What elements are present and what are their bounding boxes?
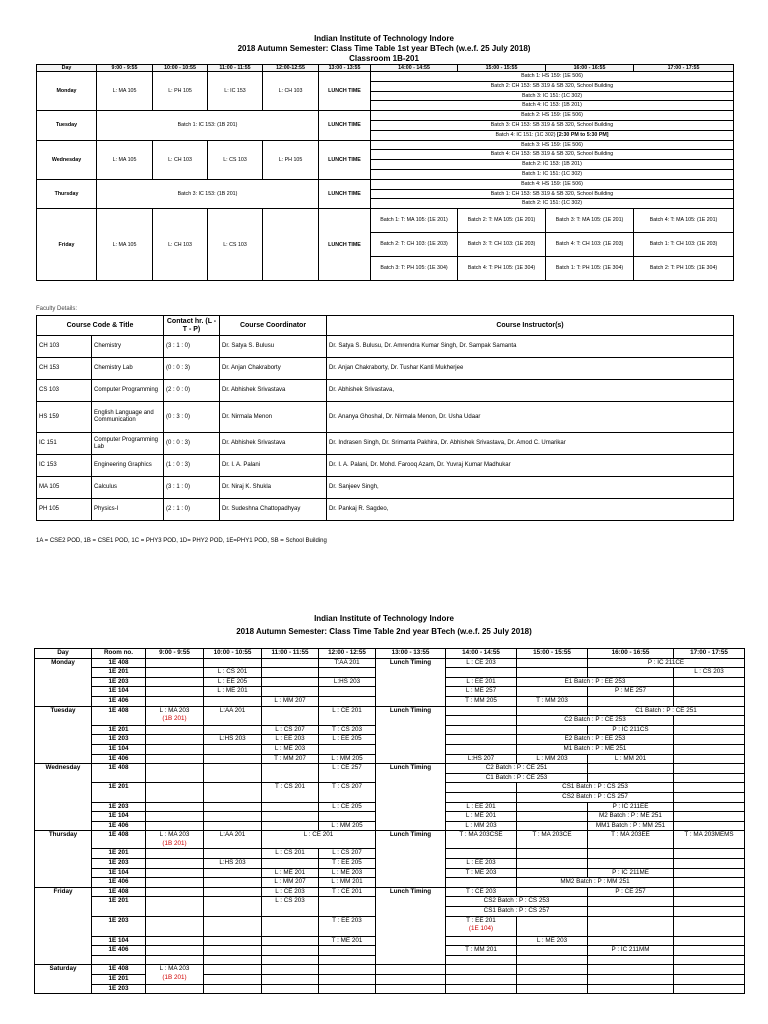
col-header: Contact hr. (L - T - P) — [164, 316, 220, 336]
table-row — [37, 433, 734, 455]
contact-hours: (0 : 3 : 0) — [164, 402, 220, 433]
cell: T : EE 203 — [319, 916, 376, 936]
course-coordinator: Dr. Abhishek Srivastava — [220, 380, 327, 402]
cell: L : CS 207 — [262, 725, 319, 735]
cell: Batch 2: T: PH 105: (1E 304) — [634, 257, 734, 281]
cell: L : CE 201 — [262, 831, 376, 849]
room-cell: 1E 203 — [92, 677, 146, 687]
col-header: 16:00 - 16:55 — [588, 649, 674, 659]
cell: L : ME 201 — [204, 687, 262, 697]
room-cell: 1E 408 — [92, 658, 146, 668]
cell: CS2 Batch : P : CS 253 — [446, 897, 588, 907]
col-header: 17:00 - 17:55 — [674, 649, 745, 659]
header-row — [35, 649, 745, 659]
room-cell: 1E 203 — [92, 802, 146, 812]
cell: T : MM 205 — [446, 696, 517, 706]
cell: P : IC 211CE — [588, 658, 745, 668]
table-row — [35, 658, 745, 668]
cell: P : IC 211CS — [588, 725, 674, 735]
col-header: 10:00 - 10:55 — [153, 65, 208, 72]
room-cell: 1E 201 — [92, 725, 146, 735]
day-label: Thursday — [37, 179, 97, 208]
timetable-2nd-year — [34, 648, 745, 994]
cell: Batch 3: T: CH 103: (1E 203) — [458, 233, 546, 257]
col-header: 16:00 - 16:55 — [546, 65, 634, 72]
day-label: Wednesday — [37, 140, 97, 179]
cell: L : CS 207 — [319, 849, 376, 859]
lunch-cell: LUNCH TIME — [319, 72, 371, 111]
course-instructors: Dr. Pankaj R. Sagdeo, — [327, 499, 734, 521]
course-title: Engineering Graphics — [92, 455, 164, 477]
cell: T : MA 203EE — [588, 831, 674, 849]
batch-line: Batch 2: IC 153: (1B 201) — [371, 160, 733, 170]
cell: L : EE 203 — [446, 859, 517, 869]
lunch-cell: LUNCH TIME — [319, 179, 371, 208]
contact-hours: (3 : 1 : 0) — [164, 477, 220, 499]
course-code: HS 159 — [37, 402, 92, 433]
col-header: 12:00-12:55 — [263, 65, 319, 72]
course-instructors: Dr. Sanjeev Singh, — [327, 477, 734, 499]
room-cell: 1E 203 — [92, 916, 146, 936]
faculty-table — [36, 315, 734, 521]
room-cell: 1E 104 — [92, 744, 146, 754]
cell: C2 Batch : P : CE 251 — [446, 764, 588, 774]
day-label: Thursday — [35, 831, 92, 888]
row-tuesday — [37, 111, 734, 140]
cell: L : EE 205 — [204, 677, 262, 687]
batch-line: Batch 4: CH 153: SB 319 & SB 320, School Building — [371, 150, 733, 160]
cell: L:AA 201 — [204, 831, 262, 849]
room-cell: 1E 104 — [92, 687, 146, 697]
room-cell: 1E 408 — [92, 831, 146, 849]
cell: L : MM 207 — [262, 878, 319, 888]
cell-room: (1E 104) — [468, 925, 494, 933]
batch-line: Batch 1: HS 159: (1E 506) — [371, 72, 733, 82]
cell: P : CE 257 — [588, 887, 674, 897]
room-cell: 1E 408 — [92, 887, 146, 897]
cell: P : ME 257 — [588, 687, 674, 697]
cell: T : CS 207 — [319, 783, 376, 802]
contact-hours: (0 : 0 : 3) — [164, 433, 220, 455]
course-title: Calculus — [92, 477, 164, 499]
table-row — [37, 402, 734, 433]
course-code: MA 105 — [37, 477, 92, 499]
cell — [146, 831, 204, 849]
cell: T : EE 205 — [319, 859, 376, 869]
col-header: 11:00 - 11:55 — [208, 65, 263, 72]
course-coordinator: Dr. Abhishek Srivastava — [220, 433, 327, 455]
cell: L : MM 205 — [319, 754, 376, 764]
cell: L : EE 201 — [446, 677, 517, 687]
col-header: Day — [35, 649, 92, 659]
room-cell: 1E 408 — [92, 965, 146, 975]
room-cell: 1E 408 — [92, 764, 146, 783]
cell: T : MM 207 — [262, 754, 319, 764]
cell: C2 Batch : P : CE 253 — [517, 716, 674, 726]
course-coordinator: Dr. Sudeshna Chattopadhyay — [220, 499, 327, 521]
table-row — [37, 477, 734, 499]
contact-hours: (2 : 1 : 0) — [164, 499, 220, 521]
legend-text: 1A = CSE2 POD, 1B = CSE1 POD, 1C = PHY3 POD, 1D= PHY2 POD, 1E=PHY1 POD, SB = School Building — [36, 538, 327, 544]
cell: P : IC 211MM — [588, 946, 674, 956]
cell: L: CS 103 — [208, 140, 263, 179]
cell: L: PH 105 — [263, 140, 319, 179]
lunch-cell: Lunch Timing — [376, 831, 446, 888]
cell: L : MM 203 — [517, 754, 588, 764]
cell: L : CS 201 — [262, 849, 319, 859]
cell: CS2 Batch : P : CS 257 — [517, 792, 674, 802]
cell: L : ME 203 — [517, 936, 588, 946]
cell: MM2 Batch : P : MM 251 — [517, 878, 674, 888]
col-header: 9:00 - 9:55 — [97, 65, 153, 72]
title-semester-2: 2018 Autumn Semester: Class Time Table 2nd year BTech (w.e.f. 25 July 2018) — [236, 627, 532, 636]
col-header: 9:00 - 9:55 — [146, 649, 204, 659]
cell: T : MM 203 — [517, 696, 588, 706]
course-code: CH 103 — [37, 336, 92, 358]
course-coordinator: Dr. Niraj K. Shukla — [220, 477, 327, 499]
room-cell: 1E 201 — [92, 668, 146, 678]
table-row — [35, 965, 745, 975]
timetable-1st-year — [36, 64, 734, 281]
cell — [263, 209, 319, 281]
cell: L: CS 103 — [208, 209, 263, 281]
table-row — [37, 455, 734, 477]
course-code: CH 153 — [37, 358, 92, 380]
header-row — [37, 65, 734, 72]
lunch-cell: Lunch Timing — [376, 658, 446, 706]
row-monday — [37, 72, 734, 111]
cell — [146, 706, 204, 725]
table-row — [37, 499, 734, 521]
col-header: Course Coordinator — [220, 316, 327, 336]
course-title: Physics-I — [92, 499, 164, 521]
col-header: Day — [37, 65, 97, 72]
batch-line: Batch 4: IC 153: (1B 201) — [522, 102, 582, 109]
course-coordinator: Dr. Satya S. Bulusu — [220, 336, 327, 358]
title-institute-1: Indian Institute of Technology Indore — [314, 34, 454, 43]
cell: T : CE 201 — [319, 887, 376, 897]
cell: T : CE 203 — [446, 887, 517, 897]
day-label: Wednesday — [35, 764, 92, 831]
course-coordinator: Dr. Anjan Chakraborty — [220, 358, 327, 380]
cell-text: T : EE 201 — [466, 916, 496, 924]
col-header: Room no. — [92, 649, 146, 659]
room-cell: 1E 408 — [92, 706, 146, 725]
cell: E2 Batch : P : EE 253 — [517, 735, 674, 745]
cell: T : ME 203 — [446, 868, 517, 878]
batch-cell — [371, 72, 734, 111]
table-row — [35, 764, 745, 774]
cell: L:HS 203 — [204, 735, 262, 745]
course-code: CS 103 — [37, 380, 92, 402]
cell: Batch 3: T: PH 105: (1E 304) — [371, 257, 458, 281]
table-row — [37, 380, 734, 402]
cell: T : MA 203CSE — [446, 831, 517, 849]
day-label: Monday — [37, 72, 97, 111]
cell: T : MA 203CE — [517, 831, 588, 849]
cell: L : ME 201 — [262, 868, 319, 878]
cell: Batch 3: T: MA 105: (1E 201) — [546, 209, 634, 233]
course-instructors: Dr. Anjan Chakraborty, Dr. Tushar Kanti Mukherjee — [327, 358, 734, 380]
cell: M1 Batch : P : ME 251 — [517, 744, 674, 754]
cell: Batch 4: T: PH 105: (1E 304) — [458, 257, 546, 281]
cell-room: (1B 201) — [162, 839, 187, 847]
cell: L : EE 205 — [319, 735, 376, 745]
cell: L : MM 201 — [588, 754, 674, 764]
cell: L: CH 103 — [153, 209, 208, 281]
cell: L:HS 203 — [204, 859, 262, 869]
cell: L : CE 203 — [262, 887, 319, 897]
cell: Batch 1: T: CH 103: (1E 203) — [634, 233, 734, 257]
cell — [146, 965, 204, 984]
cell: L: CH 103 — [153, 140, 208, 179]
room-cell: 1E 201 — [92, 783, 146, 802]
table-row — [37, 336, 734, 358]
cell: L: MA 105 — [97, 140, 153, 179]
col-header: 13:00 - 13:55 — [319, 65, 371, 72]
room-cell: 1E 203 — [92, 859, 146, 869]
day-label: Monday — [35, 658, 92, 706]
lunch-cell: Lunch Timing — [376, 764, 446, 831]
col-header: 15:00 - 15:55 — [517, 649, 588, 659]
row-friday — [37, 209, 734, 233]
faculty-label: Faculty Details: — [36, 306, 78, 312]
room-cell: 1E 104 — [92, 812, 146, 822]
day-label: Saturday — [35, 965, 92, 994]
cell: L : MM 203 — [446, 821, 517, 831]
course-coordinator: Dr. Nirmala Menon — [220, 402, 327, 433]
course-code: IC 151 — [37, 433, 92, 455]
col-header: 10:00 - 10:55 — [204, 649, 262, 659]
batch-line: Batch 2: HS 159: (1E 506) — [371, 111, 733, 121]
batch-line: Batch 1: CH 153: SB 319 & SB 320, School Building — [371, 190, 733, 200]
cell: L : CE 205 — [319, 802, 376, 812]
course-title: English Language and Communication — [92, 402, 164, 433]
col-header: 13:00 - 13:55 — [376, 649, 446, 659]
contact-hours: (1 : 0 : 3) — [164, 455, 220, 477]
cell: L : MM 205 — [319, 821, 376, 831]
room-cell: 1E 406 — [92, 821, 146, 831]
room-cell: 1E 201 — [92, 975, 146, 985]
cell — [446, 916, 517, 936]
cell-room: (1B 201) — [162, 715, 187, 723]
table-row — [35, 975, 745, 985]
table-row — [35, 887, 745, 897]
lunch-cell: Lunch Timing — [376, 706, 446, 764]
col-header: 14:00 - 14:55 — [371, 65, 458, 72]
course-code: IC 153 — [37, 455, 92, 477]
table-row — [35, 706, 745, 716]
title-institute-2: Indian Institute of Technology Indore — [314, 614, 454, 623]
contact-hours: (3 : 1 : 0) — [164, 336, 220, 358]
col-header: 14:00 - 14:55 — [446, 649, 517, 659]
cell: L:HS 207 — [446, 754, 517, 764]
cell: L: IC 153 — [208, 72, 263, 111]
cell-room: (1B 201) — [162, 974, 187, 981]
batch-line: Batch 2: CH 153: SB 319 & SB 320, School Building — [371, 82, 733, 92]
col-header: Course Instructor(s) — [327, 316, 734, 336]
batch-cell — [371, 111, 734, 140]
cell: M2 Batch : P : ME 251 — [588, 812, 674, 822]
cell: P : IC 211EE — [588, 802, 674, 812]
col-header: 11:00 - 11:55 — [262, 649, 319, 659]
room-cell: 1E 201 — [92, 849, 146, 859]
room-cell: 1E 203 — [92, 984, 146, 994]
cell-text: L : MA 203 — [159, 706, 190, 714]
cell: Batch 1: T: PH 105: (1E 304) — [546, 257, 634, 281]
cell: L : CE 201 — [319, 706, 376, 725]
cell: T : MA 203MEMS — [674, 831, 745, 849]
cell: L:AA 201 — [204, 706, 262, 725]
contact-hours: (0 : 0 : 3) — [164, 358, 220, 380]
batch-line: Batch 1: IC 151: (1C 302) — [521, 170, 583, 177]
cell: L : ME 257 — [446, 687, 517, 697]
lunch-cell: LUNCH TIME — [319, 209, 371, 281]
lunch-cell: LUNCH TIME — [319, 111, 371, 140]
room-cell: 1E 104 — [92, 936, 146, 946]
course-title: Computer Programming Lab — [92, 433, 164, 455]
cell: L : CS 203 — [262, 897, 319, 916]
batch-line: Batch 2: IC 151: (1C 302) — [521, 200, 583, 207]
cell: E1 Batch : P : EE 253 — [517, 677, 674, 687]
cell: Batch 2: T: CH 103: (1E 203) — [371, 233, 458, 257]
room-cell: 1E 104 — [92, 868, 146, 878]
cell: Batch 4: T: CH 103: (1E 203) — [546, 233, 634, 257]
course-title: Chemistry — [92, 336, 164, 358]
cell: CS1 Batch : P : CS 257 — [446, 907, 588, 917]
cell: Batch 1: IC 153: (1B 201) — [97, 111, 319, 140]
course-coordinator: Dr. I. A. Palani — [220, 455, 327, 477]
row-thursday — [37, 179, 734, 208]
batch-line: Batch 3: HS 159: (1E 506) — [371, 141, 733, 151]
row-wednesday — [37, 140, 734, 179]
batch-line: Batch 4: HS 159: (1E 506) — [371, 180, 733, 190]
cell: L: CH 103 — [263, 72, 319, 111]
room-cell: 1E 406 — [92, 946, 146, 956]
course-title: Chemistry Lab — [92, 358, 164, 380]
col-header: Course Code & Title — [37, 316, 164, 336]
course-instructors: Dr. I. A. Palani, Dr. Mohd. Farooq Azam, Dr. Yuvraj Kumar Madhukar — [327, 455, 734, 477]
cell: T : MM 201 — [446, 946, 517, 956]
cell: L : CE 203 — [446, 658, 517, 668]
cell: L : EE 201 — [446, 802, 517, 812]
room-cell: 1E 406 — [92, 696, 146, 706]
cell: L : CS 201 — [204, 668, 262, 678]
contact-hours: (2 : 0 : 0) — [164, 380, 220, 402]
lunch-cell: LUNCH TIME — [319, 140, 371, 179]
cell: L: MA 105 — [97, 209, 153, 281]
cell: Batch 4: T: MA 105: (1E 201) — [634, 209, 734, 233]
cell: L : ME 203 — [262, 744, 319, 754]
cell: MM1 Batch : P : MM 251 — [588, 821, 674, 831]
course-instructors: Dr. Ananya Ghoshal, Dr. Nirmala Menon, Dr. Usha Udaar — [327, 402, 734, 433]
cell: T:AA 201 — [319, 658, 376, 668]
cell: C1 Batch : P : CE 253 — [446, 773, 588, 783]
cell-text: L : MA 203 — [159, 965, 190, 973]
cell: L : CS 203 — [674, 668, 745, 678]
table-row — [37, 358, 734, 380]
cell: T : CS 201 — [262, 783, 319, 802]
room-cell: 1E 406 — [92, 754, 146, 764]
col-header: 17:00 - 17:55 — [634, 65, 734, 72]
cell: L : ME 201 — [446, 812, 517, 822]
cell: L : MM 201 — [319, 878, 376, 888]
time-note: [2:30 PM to 5:30 PM] — [557, 131, 609, 138]
batch-line: Batch 3: IC 151: (1C 302) — [371, 92, 733, 102]
cell: CS1 Batch : P : CS 253 — [517, 783, 674, 793]
batch-cell — [371, 179, 734, 208]
col-header: 15:00 - 15:55 — [458, 65, 546, 72]
day-label: Friday — [37, 209, 97, 281]
cell: Batch 3: IC 153: (1B 201) — [97, 179, 319, 208]
cell: T : CS 203 — [319, 725, 376, 735]
batch-line: Batch 3: CH 153: SB 319 & SB 320, School Building — [371, 121, 733, 131]
cell: C1 Batch : P : CE 251 — [588, 706, 745, 716]
day-label: Tuesday — [37, 111, 97, 140]
lunch-cell: Lunch Timing — [376, 887, 446, 965]
cell: L : EE 203 — [262, 735, 319, 745]
table-row — [35, 984, 745, 994]
course-instructors: Dr. Satya S. Bulusu, Dr. Amrendra Kumar Singh, Dr. Sampak Samanta — [327, 336, 734, 358]
course-code: PH 105 — [37, 499, 92, 521]
cell: L: PH 105 — [153, 72, 208, 111]
batch-cell — [371, 140, 734, 179]
cell: L : MM 207 — [262, 696, 319, 706]
cell: L: MA 105 — [97, 72, 153, 111]
cell: Batch 2: T: MA 105: (1E 201) — [458, 209, 546, 233]
room-cell: 1E 203 — [92, 735, 146, 745]
room-cell: 1E 406 — [92, 878, 146, 888]
cell: L : CE 257 — [319, 764, 376, 783]
title-classroom: Classroom 1B-201 — [349, 54, 419, 63]
day-label: Friday — [35, 887, 92, 965]
course-instructors: Dr. Abhishek Srivastava, — [327, 380, 734, 402]
cell: Batch 1: T: MA 105: (1E 201) — [371, 209, 458, 233]
course-title: Computer Programming — [92, 380, 164, 402]
course-instructors: Dr. Indrasen Singh, Dr. Srimanta Pakhira, Dr. Abhishek Srivastava, Dr. Amod C. Umarikar — [327, 433, 734, 455]
cell-text: L : MA 203 — [159, 831, 190, 839]
cell: L : ME 203 — [319, 868, 376, 878]
batch-line: Batch 4: IC 151: (1C 302) — [495, 131, 556, 138]
faculty-header — [37, 316, 734, 336]
cell: L:HS 203 — [319, 677, 376, 687]
cell: T : ME 201 — [319, 936, 376, 946]
title-semester-1: 2018 Autumn Semester: Class Time Table 1st year BTech (w.e.f. 25 July 2018) — [237, 44, 531, 53]
day-label: Tuesday — [35, 706, 92, 764]
room-cell: 1E 201 — [92, 897, 146, 916]
cell: P : IC 211ME — [588, 868, 674, 878]
col-header: 12:00 - 12:55 — [319, 649, 376, 659]
